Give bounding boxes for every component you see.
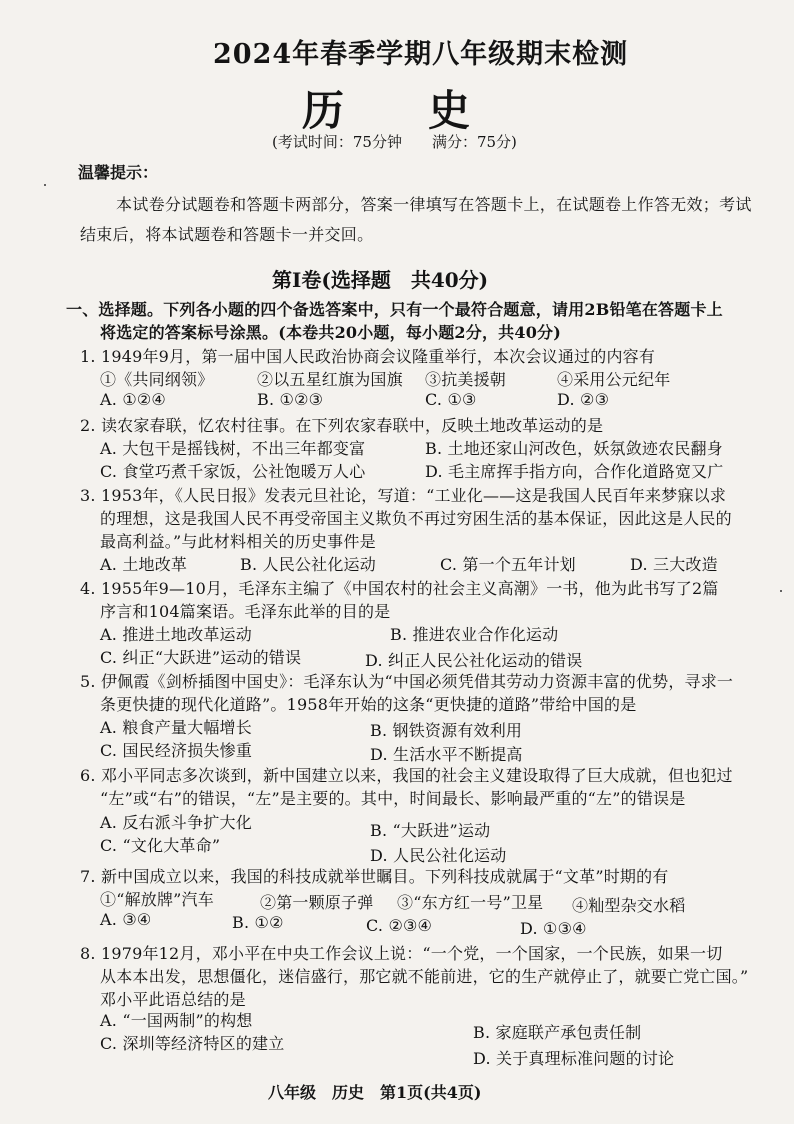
q4-line-2: 序言和104篇案语。毛泽东此举的目的是	[100, 602, 391, 621]
q7-line-1: 7. 新中国成立以来，我国的科技成就举世瞩目。下列科技成就属于“文革”时期的有	[80, 867, 669, 886]
q7-option-d: D. ①③④	[520, 919, 587, 938]
q5-line-1: 5. 伊佩霞《剑桥插图中国史》：毛泽东认为“中国必须凭借其劳动力资源丰富的优势，寻求一	[80, 672, 734, 691]
q3-option-a: A. 土地改革	[100, 555, 188, 574]
q4-option-b: B. 推进农业合作化运动	[390, 625, 559, 644]
page-footer: 八年级 历史 第1页(共4页)	[268, 1083, 482, 1102]
q8-option-d: D. 关于真理标准问题的讨论	[473, 1049, 675, 1068]
q1-item-1: ①《共同纲领》	[100, 370, 214, 389]
tips-line-2: 结束后，将本试题卷和答题卡一并交回。	[80, 225, 374, 244]
exam-info: (考试时间：75分钟 满分：75分)	[272, 133, 517, 151]
q7-item-3: ③“东方红一号”卫星	[397, 893, 544, 912]
q1-item-2: ②以五星红旗为国旗	[257, 370, 403, 389]
q6-line-2: “左”或“右”的错误，“左”是主要的。其中，时间最长、影响最严重的“左”的错误是	[100, 789, 686, 808]
q5-option-a: A. 粮食产量大幅增长	[100, 718, 252, 737]
q6-option-b: B. “大跃进”运动	[370, 821, 491, 840]
q3-option-c: C. 第一个五年计划	[440, 555, 576, 574]
q3-option-b: B. 人民公社化运动	[240, 555, 376, 574]
q5-option-c: C. 国民经济损失惨重	[100, 741, 253, 760]
q2-option-b: B. 土地还家山河改色，妖氛敛迹农民翻身	[425, 439, 723, 458]
section-instruction-1: 一、选择题。下列各小题的四个备选答案中，只有一个最符合题意，请用2B铅笔在答题卡上	[66, 300, 723, 319]
q1-option-b: B. ①②③	[257, 390, 324, 409]
q8-line-3: 邓小平此语总结的是	[100, 990, 246, 1009]
q8-option-a: A. “一国两制”的构想	[100, 1011, 253, 1030]
q8-option-b: B. 家庭联产承包责任制	[473, 1023, 642, 1042]
q6-option-d: D. 人民公社化运动	[370, 846, 507, 865]
q6-line-1: 6. 邓小平同志多次谈到，新中国建立以来，我国的社会主义建设取得了巨大成就，但也犯过	[80, 766, 733, 785]
q5-line-2: 条更快捷的现代化道路”。1958年开始的这条“更快捷的道路”带给中国的是	[100, 695, 637, 714]
q5-option-b: B. 钢铁资源有效利用	[370, 721, 523, 740]
q1-stem: 1. 1949年9月，第一届中国人民政治协商会议隆重举行，本次会议通过的内容有	[80, 347, 656, 366]
q4-option-a: A. 推进土地改革运动	[100, 625, 252, 644]
q1-option-a: A. ①②④	[100, 390, 166, 409]
tips-line-1: 本试卷分试题卷和答题卡两部分，答案一律填写在答题卡上，在试题卷上作答无效；考试	[116, 195, 752, 214]
q1-item-3: ③抗美援朝	[425, 370, 507, 389]
q4-line-1: 4. 1955年9—10月，毛泽东主编了《中国农村的社会主义高潮》一书，他为此书写了2篇	[80, 579, 719, 598]
q3-line-3: 最高利益。”与此材料相关的历史事件是	[100, 532, 376, 551]
q7-item-4: ④籼型杂交水稻	[572, 896, 686, 915]
q2-option-d: D. 毛主席挥手指方向，合作化道路宽又广	[425, 462, 724, 481]
section-instruction-2: 将选定的答案标号涂黑。(本卷共20小题，每小题2分，共40分)	[100, 323, 562, 342]
q7-item-2: ②第一颗原子弹	[260, 893, 374, 912]
q7-option-a: A. ③④	[100, 910, 152, 929]
q4-option-c: C. 纠正“大跃进”运动的错误	[100, 648, 302, 667]
q1-item-4: ④采用公元纪年	[557, 370, 671, 389]
subject-title: 历 史	[302, 86, 471, 135]
q1-option-c: C. ①③	[425, 390, 477, 409]
q7-option-b: B. ①②	[232, 913, 284, 932]
q3-option-d: D. 三大改造	[630, 555, 718, 574]
q2-option-a: A. 大包干是摇钱树，不出三年都变富	[100, 439, 366, 458]
q2-stem: 2. 读农家春联，忆农村往事。在下列农家春联中，反映土地改革运动的是	[80, 416, 604, 435]
tips-heading: 温馨提示：	[78, 163, 159, 182]
q7-option-c: C. ②③④	[366, 916, 433, 935]
q8-option-c: C. 深圳等经济特区的建立	[100, 1034, 285, 1053]
q6-option-c: C. “文化大革命”	[100, 836, 221, 855]
scan-speck	[780, 590, 782, 592]
q6-option-a: A. 反右派斗争扩大化	[100, 813, 252, 832]
exam-title: 2024年春季学期八年级期末检测	[213, 39, 629, 70]
q3-line-2: 的理想，这是我国人民不再受帝国主义欺负不再过穷困生活的基本保证，因此这是人民的	[100, 509, 732, 528]
q4-option-d: D. 纠正人民公社化运动的错误	[365, 651, 583, 670]
q8-line-2: 从本本出发，思想僵化，迷信盛行，那它就不能前进，它的生产就停止了，就要亡党亡国。”	[100, 967, 749, 986]
q8-line-1: 8. 1979年12月，邓小平在中央工作会议上说：“一个党，一个国家，一个民族，如果一切	[80, 944, 723, 963]
q7-item-1: ①“解放牌”汽车	[100, 890, 214, 909]
q1-option-d: D. ②③	[557, 390, 610, 409]
q2-option-c: C. 食堂巧煮千家饭，公社饱暖万人心	[100, 462, 366, 481]
scan-speck	[44, 184, 46, 186]
q5-option-d: D. 生活水平不断提高	[370, 745, 523, 764]
q3-line-1: 3. 1953年，《人民日报》发表元旦社论，写道：“工业化——这是我国人民百年来梦寐以求	[80, 486, 727, 505]
section-title: 第Ⅰ卷(选择题 共40分)	[272, 268, 489, 292]
